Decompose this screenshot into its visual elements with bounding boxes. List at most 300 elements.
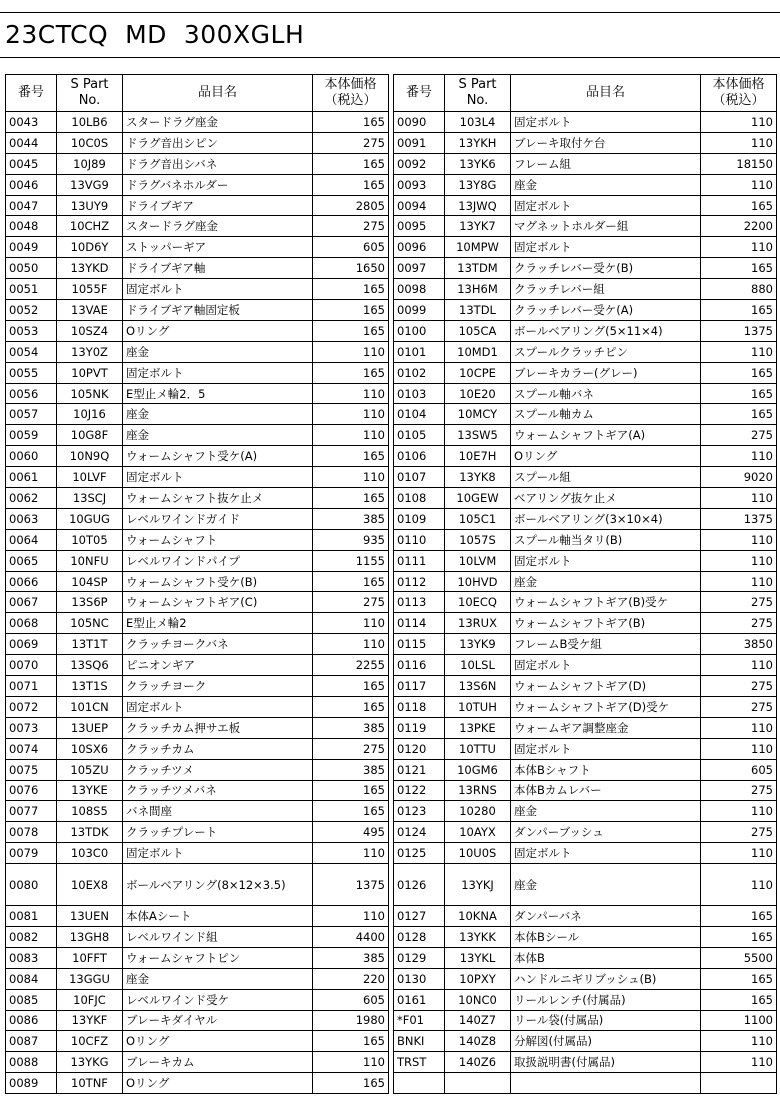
header-no: 番号 — [394, 75, 445, 112]
cell-item-name: Oリング — [123, 1031, 313, 1052]
cell-price: 275 — [701, 613, 777, 634]
table-row — [394, 906, 777, 927]
cell-price: 110 — [701, 1031, 777, 1052]
title-bar — [0, 12, 780, 58]
table-row — [6, 362, 389, 383]
cell-item-name: リールレンチ(付属品) — [511, 989, 701, 1010]
table-row — [6, 174, 389, 195]
cell-part-no: 13PKE — [445, 717, 511, 738]
cell-price: 935 — [313, 529, 389, 550]
table-row — [6, 801, 389, 822]
cell-item-name: ダンパーバネ — [511, 906, 701, 927]
cell-item-name: ドライブギア — [123, 195, 313, 216]
cell-number: *F01 — [394, 1010, 445, 1031]
table-row — [6, 989, 389, 1010]
cell-part-no: 13VAE — [57, 300, 123, 321]
cell-number: 0059 — [6, 425, 57, 446]
cell-price — [701, 1073, 777, 1094]
cell-part-no: 13YK7 — [445, 216, 511, 237]
cell-number: 0116 — [394, 655, 445, 676]
cell-part-no: 10280 — [445, 801, 511, 822]
cell-item-name: レベルワインドガイド — [123, 508, 313, 529]
cell-item-name: 本体Bカムレバー — [511, 780, 701, 801]
cell-number: 0105 — [394, 425, 445, 446]
cell-part-no: 13YKF — [57, 1010, 123, 1031]
cell-number: 0120 — [394, 738, 445, 759]
cell-item-name: ダンパーブッシュ — [511, 822, 701, 843]
table-row — [6, 676, 389, 697]
cell-part-no: 10NC0 — [445, 989, 511, 1010]
table-row — [394, 696, 777, 717]
cell-price: 165 — [701, 300, 777, 321]
cell-part-no: 10SX6 — [57, 738, 123, 759]
cell-item-name: スプール軸バネ — [511, 383, 701, 404]
cell-item-name: ドラグ音出シピン — [123, 132, 313, 153]
table-row — [6, 425, 389, 446]
table-row — [394, 258, 777, 279]
cell-price: 165 — [313, 696, 389, 717]
cell-item-name: 固定ボルト — [511, 655, 701, 676]
cell-price: 110 — [313, 1052, 389, 1073]
cell-number: 0062 — [6, 488, 57, 509]
cell-part-no: 13SCJ — [57, 488, 123, 509]
table-row — [6, 655, 389, 676]
table-row — [394, 717, 777, 738]
cell-number: 0054 — [6, 341, 57, 362]
table-row — [6, 112, 389, 133]
cell-part-no: 13SW5 — [445, 425, 511, 446]
cell-part-no: 10C0S — [57, 132, 123, 153]
cell-item-name: 座金 — [123, 425, 313, 446]
cell-price: 275 — [701, 822, 777, 843]
cell-number: 0048 — [6, 216, 57, 237]
cell-part-no: 10TUH — [445, 696, 511, 717]
cell-number: 0070 — [6, 655, 57, 676]
cell-price: 1980 — [313, 1010, 389, 1031]
table-row — [394, 341, 777, 362]
cell-number: 0121 — [394, 759, 445, 780]
cell-price: 110 — [701, 738, 777, 759]
cell-number: 0051 — [6, 279, 57, 300]
table-row — [394, 362, 777, 383]
header-part-no: S Part No. — [57, 75, 123, 112]
table-row — [394, 592, 777, 613]
cell-number: 0045 — [6, 153, 57, 174]
cell-number: 0078 — [6, 822, 57, 843]
cell-number: 0064 — [6, 529, 57, 550]
table-row — [6, 467, 389, 488]
table-row — [6, 759, 389, 780]
table-row — [6, 738, 389, 759]
table-row — [6, 571, 389, 592]
cell-item-name: ボールベアリング(3×10×4) — [511, 508, 701, 529]
cell-price: 1375 — [313, 864, 389, 906]
cell-number — [394, 1073, 445, 1094]
table-row — [6, 320, 389, 341]
cell-item-name: 固定ボルト — [123, 279, 313, 300]
cell-price: 165 — [313, 320, 389, 341]
cell-item-name: スタードラグ座金 — [123, 112, 313, 133]
table-row — [394, 634, 777, 655]
cell-item-name: 固定ボルト — [123, 696, 313, 717]
cell-part-no: 10GUG — [57, 508, 123, 529]
cell-number: 0071 — [6, 676, 57, 697]
cell-part-no: 10T05 — [57, 529, 123, 550]
cell-price: 275 — [313, 132, 389, 153]
cell-part-no: 108S5 — [57, 801, 123, 822]
cell-price: 165 — [313, 112, 389, 133]
table-row — [394, 1073, 777, 1094]
cell-part-no: 10LB6 — [57, 112, 123, 133]
table-row — [394, 404, 777, 425]
cell-part-no: 13S6P — [57, 592, 123, 613]
table-row — [394, 550, 777, 571]
cell-price: 275 — [701, 592, 777, 613]
cell-price: 165 — [313, 362, 389, 383]
cell-item-name: Oリング — [123, 320, 313, 341]
cell-price: 275 — [701, 696, 777, 717]
table-row — [394, 968, 777, 989]
cell-item-name: フレームB受ケ組 — [511, 634, 701, 655]
cell-part-no: 10LVM — [445, 550, 511, 571]
cell-price: 110 — [701, 801, 777, 822]
cell-price: 165 — [313, 153, 389, 174]
cell-item-name: Oリング — [511, 446, 701, 467]
cell-price: 275 — [313, 592, 389, 613]
cell-item-name: クラッチレバー受ケ(B) — [511, 258, 701, 279]
cell-item-name: 固定ボルト — [511, 112, 701, 133]
table-row — [394, 926, 777, 947]
cell-price: 1375 — [701, 320, 777, 341]
table-row — [6, 1010, 389, 1031]
cell-part-no: 13YKJ — [445, 864, 511, 906]
cell-part-no: 13YKK — [445, 926, 511, 947]
cell-item-name: ウォームシャフトギア(D) — [511, 676, 701, 697]
cell-item-name: クラッチレバー組 — [511, 279, 701, 300]
cell-part-no: 13T1S — [57, 676, 123, 697]
table-row — [6, 508, 389, 529]
cell-item-name: 座金 — [123, 968, 313, 989]
cell-number: 0113 — [394, 592, 445, 613]
cell-number: TRST — [394, 1052, 445, 1073]
cell-part-no: 10MPW — [445, 237, 511, 258]
cell-number: 0082 — [6, 926, 57, 947]
cell-part-no: 13YK6 — [445, 153, 511, 174]
cell-price: 220 — [313, 968, 389, 989]
cell-price: 110 — [701, 864, 777, 906]
table-row — [6, 341, 389, 362]
cell-number: 0097 — [394, 258, 445, 279]
cell-item-name: ドラグバネホルダー — [123, 174, 313, 195]
table-row — [6, 216, 389, 237]
cell-number: 0067 — [6, 592, 57, 613]
cell-item-name: スプールクラッチピン — [511, 341, 701, 362]
header-price: 本体価格 （税込） — [313, 75, 389, 112]
cell-part-no: 10MCY — [445, 404, 511, 425]
cell-number: 0123 — [394, 801, 445, 822]
cell-price: 165 — [313, 801, 389, 822]
cell-part-no: 13TDL — [445, 300, 511, 321]
cell-part-no: 105NC — [57, 613, 123, 634]
parts-table-left — [5, 74, 389, 1094]
cell-item-name: ウォームシャフトギア(A) — [511, 425, 701, 446]
cell-number: 0047 — [6, 195, 57, 216]
table-row — [394, 383, 777, 404]
header-price: 本体価格 （税込） — [701, 75, 777, 112]
cell-price: 1650 — [313, 258, 389, 279]
cell-item-name: レベルワインド組 — [123, 926, 313, 947]
table-row — [6, 153, 389, 174]
cell-part-no: 13YKD — [57, 258, 123, 279]
cell-number: 0088 — [6, 1052, 57, 1073]
table-row — [394, 864, 777, 906]
cell-number: 0046 — [6, 174, 57, 195]
cell-number: 0118 — [394, 696, 445, 717]
table-row — [6, 195, 389, 216]
header-part-no: S Part No. — [445, 75, 511, 112]
cell-item-name: クラッチツメ — [123, 759, 313, 780]
table-row — [394, 112, 777, 133]
cell-part-no: 10N9Q — [57, 446, 123, 467]
table-row — [394, 174, 777, 195]
cell-price: 165 — [701, 404, 777, 425]
table-row — [6, 696, 389, 717]
cell-part-no: 13GH8 — [57, 926, 123, 947]
cell-price: 165 — [701, 195, 777, 216]
parts-table-right — [393, 74, 777, 1094]
cell-number: 0061 — [6, 467, 57, 488]
table-row — [394, 195, 777, 216]
table-row — [6, 1073, 389, 1094]
cell-number: 0114 — [394, 613, 445, 634]
cell-item-name: 座金 — [123, 341, 313, 362]
cell-number: 0081 — [6, 906, 57, 927]
cell-number: 0080 — [6, 864, 57, 906]
cell-price: 165 — [313, 446, 389, 467]
cell-item-name: クラッチツメバネ — [123, 780, 313, 801]
cell-item-name: ウォームシャフト受ケ(B) — [123, 571, 313, 592]
cell-price: 165 — [313, 488, 389, 509]
cell-price: 110 — [701, 529, 777, 550]
table-row — [394, 300, 777, 321]
cell-number: 0112 — [394, 571, 445, 592]
cell-price: 2255 — [313, 655, 389, 676]
cell-item-name: 取扱説明書(付属品) — [511, 1052, 701, 1073]
cell-part-no: 13YKE — [57, 780, 123, 801]
cell-number: 0099 — [394, 300, 445, 321]
cell-number: 0066 — [6, 571, 57, 592]
cell-item-name: 座金 — [511, 864, 701, 906]
cell-item-name: 固定ボルト — [511, 550, 701, 571]
cell-price: 110 — [313, 383, 389, 404]
table-row — [6, 906, 389, 927]
cell-item-name: ブレーキカム — [123, 1052, 313, 1073]
cell-number: 0110 — [394, 529, 445, 550]
cell-part-no: 13YKG — [57, 1052, 123, 1073]
cell-part-no: 10D6Y — [57, 237, 123, 258]
cell-part-no: 13YK9 — [445, 634, 511, 655]
cell-item-name: 座金 — [511, 801, 701, 822]
cell-number: 0107 — [394, 467, 445, 488]
table-row — [6, 529, 389, 550]
cell-price: 5500 — [701, 947, 777, 968]
cell-number: 0111 — [394, 550, 445, 571]
cell-part-no: 105NK — [57, 383, 123, 404]
cell-item-name: ボールベアリング(8×12×3.5) — [123, 864, 313, 906]
cell-price: 110 — [701, 843, 777, 864]
cell-number: 0056 — [6, 383, 57, 404]
cell-number: 0106 — [394, 446, 445, 467]
cell-item-name: 本体Aシート — [123, 906, 313, 927]
cell-number: 0122 — [394, 780, 445, 801]
cell-price: 385 — [313, 508, 389, 529]
header-no: 番号 — [6, 75, 57, 112]
cell-item-name: 本体B — [511, 947, 701, 968]
cell-price: 110 — [313, 843, 389, 864]
cell-number: 0103 — [394, 383, 445, 404]
cell-part-no: 10EX8 — [57, 864, 123, 906]
cell-price: 385 — [313, 947, 389, 968]
table-row — [6, 822, 389, 843]
cell-number: BNKI — [394, 1031, 445, 1052]
cell-part-no: 10NFU — [57, 550, 123, 571]
cell-price: 110 — [701, 446, 777, 467]
cell-part-no: 10J89 — [57, 153, 123, 174]
table-row — [394, 1031, 777, 1052]
cell-item-name: ウォームシャフト受ケ(A) — [123, 446, 313, 467]
cell-part-no: 10KNA — [445, 906, 511, 927]
table-row — [394, 467, 777, 488]
cell-item-name: 固定ボルト — [511, 195, 701, 216]
cell-part-no: 13JWQ — [445, 195, 511, 216]
cell-part-no: 103L4 — [445, 112, 511, 133]
cell-item-name: ブレーキカラー(グレー) — [511, 362, 701, 383]
cell-part-no: 105CA — [445, 320, 511, 341]
cell-price: 1375 — [701, 508, 777, 529]
cell-number: 0128 — [394, 926, 445, 947]
cell-part-no: 10PVT — [57, 362, 123, 383]
cell-number: 0090 — [394, 112, 445, 133]
cell-number: 0085 — [6, 989, 57, 1010]
cell-item-name: レベルワインド受ケ — [123, 989, 313, 1010]
cell-price: 110 — [701, 174, 777, 195]
cell-item-name: クラッチカム — [123, 738, 313, 759]
page-title: 23CTCQ MD 300XGLH — [5, 20, 305, 49]
cell-number: 0075 — [6, 759, 57, 780]
cell-item-name: ウォームシャフト — [123, 529, 313, 550]
cell-item-name: ブレーキ取付ケ台 — [511, 132, 701, 153]
cell-price: 110 — [313, 906, 389, 927]
table-row — [394, 843, 777, 864]
cell-part-no: 13SQ6 — [57, 655, 123, 676]
cell-number: 0117 — [394, 676, 445, 697]
cell-part-no: 13VG9 — [57, 174, 123, 195]
cell-item-name: ドライブギア軸 — [123, 258, 313, 279]
cell-part-no: 13H6M — [445, 279, 511, 300]
cell-price: 165 — [313, 300, 389, 321]
cell-number: 0124 — [394, 822, 445, 843]
table-row — [6, 237, 389, 258]
cell-number: 0115 — [394, 634, 445, 655]
cell-price: 275 — [701, 676, 777, 697]
table-row — [394, 780, 777, 801]
cell-part-no: 13YKH — [445, 132, 511, 153]
cell-number: 0104 — [394, 404, 445, 425]
cell-number: 0068 — [6, 613, 57, 634]
table-row — [394, 425, 777, 446]
cell-price: 2805 — [313, 195, 389, 216]
cell-item-name: スプール軸カム — [511, 404, 701, 425]
cell-item-name: 固定ボルト — [123, 362, 313, 383]
table-row — [6, 132, 389, 153]
table-row — [6, 634, 389, 655]
cell-number: 0095 — [394, 216, 445, 237]
cell-item-name: 分解図(付属品) — [511, 1031, 701, 1052]
cell-item-name: 固定ボルト — [511, 738, 701, 759]
cell-price: 165 — [701, 906, 777, 927]
cell-price: 110 — [701, 571, 777, 592]
cell-number: 0063 — [6, 508, 57, 529]
cell-item-name: 固定ボルト — [511, 843, 701, 864]
cell-price: 880 — [701, 279, 777, 300]
cell-number: 0084 — [6, 968, 57, 989]
cell-item-name: レベルワインドパイプ — [123, 550, 313, 571]
cell-part-no: 13TDM — [445, 258, 511, 279]
cell-part-no: 10J16 — [57, 404, 123, 425]
table-row — [6, 383, 389, 404]
table-row — [394, 279, 777, 300]
table-row — [6, 864, 389, 906]
cell-number: 0130 — [394, 968, 445, 989]
table-row — [6, 613, 389, 634]
cell-number: 0072 — [6, 696, 57, 717]
cell-number: 0049 — [6, 237, 57, 258]
cell-number: 0069 — [6, 634, 57, 655]
cell-number: 0129 — [394, 947, 445, 968]
table-row — [394, 822, 777, 843]
cell-part-no: 13S6N — [445, 676, 511, 697]
table-row — [394, 1052, 777, 1073]
cell-part-no: 13GGU — [57, 968, 123, 989]
cell-part-no: 10HVD — [445, 571, 511, 592]
cell-item-name: スプール組 — [511, 467, 701, 488]
cell-number: 0127 — [394, 906, 445, 927]
cell-price: 2200 — [701, 216, 777, 237]
table-row — [394, 759, 777, 780]
cell-price: 385 — [313, 759, 389, 780]
cell-part-no: 1055F — [57, 279, 123, 300]
table-row — [394, 508, 777, 529]
table-row — [394, 529, 777, 550]
cell-part-no: 105C1 — [445, 508, 511, 529]
cell-part-no: 13UEN — [57, 906, 123, 927]
cell-number: 0125 — [394, 843, 445, 864]
cell-part-no: 10GM6 — [445, 759, 511, 780]
cell-part-no: 13UY9 — [57, 195, 123, 216]
cell-item-name: ドライブギア軸固定板 — [123, 300, 313, 321]
cell-part-no: 101CN — [57, 696, 123, 717]
cell-part-no: 10FJC — [57, 989, 123, 1010]
cell-number: 0161 — [394, 989, 445, 1010]
cell-number: 0053 — [6, 320, 57, 341]
cell-number: 0083 — [6, 947, 57, 968]
cell-item-name: クラッチプレート — [123, 822, 313, 843]
cell-item-name: 本体Bシャフト — [511, 759, 701, 780]
cell-number: 0109 — [394, 508, 445, 529]
cell-part-no: 10G8F — [57, 425, 123, 446]
cell-part-no: 10PXY — [445, 968, 511, 989]
cell-part-no: 10CHZ — [57, 216, 123, 237]
